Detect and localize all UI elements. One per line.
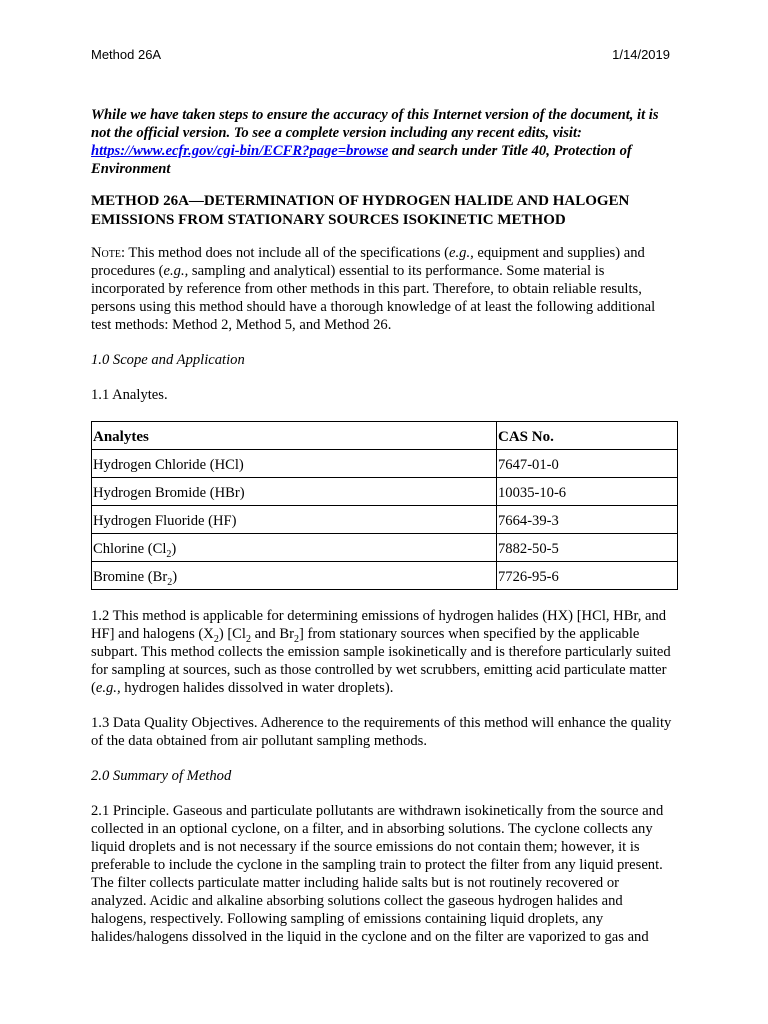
cas-number: 10035-10-6 [497, 478, 678, 506]
table-row [92, 534, 678, 562]
cas-number: 7647-01-0 [497, 450, 678, 478]
paragraph-1-3: 1.3 Data Quality Objectives. Adherence to the requirements of this method will enhance the quality of the data obtained from air pollutant sampling methods. [91, 715, 672, 749]
section-heading-scope: 1.0 Scope and Application [91, 352, 245, 368]
table-row [92, 450, 678, 478]
column-header: Analytes [92, 422, 497, 450]
analytes-table [91, 421, 678, 590]
cas-number: 7726-95-6 [497, 562, 678, 590]
analyte-name: Hydrogen Chloride (HCl) [92, 450, 497, 478]
table-header-row [92, 422, 678, 450]
ecfr-link[interactable]: https://www.ecfr.gov/cgi-bin/ECFR?page=browse [91, 143, 389, 159]
note-paragraph: Note: This method does not include all of the specifications (e.g., equipment and supplies) and procedures (e.g., sampling and analytical) essential to its performance. Some material is incorporated by reference from other methods in this part. Therefore, to obtain reliable results, persons using this method should have a thorough knowledge of at least the following additional test methods: Method 2, Method 5, and Method 26. [91, 245, 656, 333]
header-date: 1/14/2019 [612, 47, 670, 62]
analyte-name: Bromine $(Br_2)$ [92, 562, 497, 590]
document-body [91, 106, 677, 963]
paragraph-1-2: 1.2 This method is applicable for determining emissions of hydrogen halides (HX) [HCl, HBr, and HF] and halogens $(X_2)$ [$Cl_2$ and $Br_2$] from stationary sources when specified by the applicable subpart. This method collects the emission sample isokinetically and is therefore particularly suited for sampling at sources, such as those controlled by wet scrubbers, emitting acid particulate matter (e.g., hydrogen halides dissolved in water droplets). [91, 608, 671, 696]
analyte-name: Hydrogen Fluoride (HF) [92, 506, 497, 534]
section-heading-summary: 2.0 Summary of Method [91, 768, 232, 784]
column-header: CAS No. [497, 422, 678, 450]
analyte-name: Chlorine $(Cl_2)$ [92, 534, 497, 562]
cas-number: 7882-50-5 [497, 534, 678, 562]
analyte-name: Hydrogen Bromide (HBr) [92, 478, 497, 506]
table-row [92, 506, 678, 534]
paragraph-2-1: 2.1 Principle. Gaseous and particulate pollutants are withdrawn isokinetically from the source and collected in an optional cyclone, on a filter, and in absorbing solutions. The cyclone collects any liquid droplets and is not necessary if the source emissions do not contain them; however, it is preferable to include the cyclone in the sampling train to protect the filter from any liquid present. The filter collects particulate matter including halide salts but is not routinely recovered or analyzed. Acidic and alkaline absorbing solutions collect the gaseous hydrogen halides and halogens, respectively. Following sampling of emissions containing liquid droplets, any halides/halogens dissolved in the liquid in the cyclone and on the filter are vaporized to gas and [91, 803, 664, 945]
cas-number: 7664-39-3 [497, 506, 678, 534]
table-row [92, 562, 678, 590]
analytes-label: 1.1 Analytes. [91, 387, 168, 403]
header-method: Method 26A [91, 47, 162, 62]
disclaimer: While we have taken steps to ensure the accuracy of this Internet version of the document, it is not the official version. To see a complete version including any recent edits, visit: https://www.ecfr.gov/cgi-bin/ECFR?page=browse and search under Title 40, Protection of Environment [91, 107, 659, 177]
page-title: METHOD 26A—DETERMINATION OF HYDROGEN HALIDE AND HALOGEN EMISSIONS FROM STATIONARY SOURCES ISOKINETIC METHOD [91, 193, 630, 228]
table-row [92, 478, 678, 506]
